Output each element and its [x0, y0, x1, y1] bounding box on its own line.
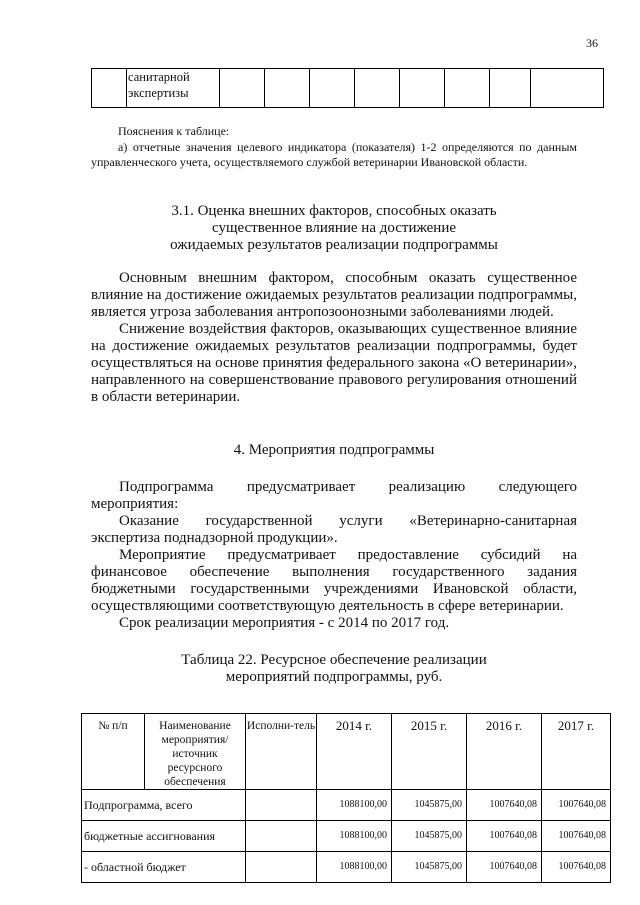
- row-label: бюджетные ассигнования: [82, 821, 246, 852]
- cell-2014: 1088100,00: [317, 790, 392, 821]
- section-3-1-body: [91, 270, 577, 406]
- header-name: Наименование мероприятия/источник ресурсного обеспечения: [145, 714, 246, 790]
- cell-2015: 1045875,00: [392, 790, 467, 821]
- paragraph: Снижение воздействия факторов, оказывающих существенное влияние на достижение ожидаемых результатов реализации подпрограммы, будет осуществляться на основе принятия федерального закона «О ветеринарии», направленного на совершенствование правового регулирования отношений в области ветеринарии.: [91, 321, 577, 405]
- table-cell: [355, 69, 400, 108]
- header-num: № п/п: [82, 714, 145, 790]
- row-executor: [246, 790, 317, 821]
- cell-2014: 1088100,00: [317, 852, 392, 883]
- heading-line: 3.1. Оценка внешних факторов, способных оказать: [171, 203, 497, 219]
- table-cell-text: санитарной экспертизы: [127, 69, 220, 108]
- header-2015: 2015 г.: [392, 714, 467, 790]
- table-22-caption: [91, 652, 577, 686]
- cell-2017: 1007640,08: [542, 852, 611, 883]
- section-4-body: [91, 479, 577, 632]
- table-cell: [400, 69, 445, 108]
- heading-line: существенное влияние на достижение: [211, 220, 457, 236]
- page-number: 36: [586, 36, 598, 50]
- cell-2017: 1007640,08: [542, 821, 611, 852]
- table-row: [82, 821, 611, 852]
- header-executor: Исполни-тель: [246, 714, 317, 790]
- header-2016: 2016 г.: [467, 714, 542, 790]
- cell-2016: 1007640,08: [467, 790, 542, 821]
- table-cell: [490, 69, 531, 108]
- table-cell: [310, 69, 355, 108]
- row-executor: [246, 852, 317, 883]
- cell-2014: 1088100,00: [317, 821, 392, 852]
- header-2014: 2014 г.: [317, 714, 392, 790]
- section-3-1-heading: [91, 203, 577, 254]
- row-label: Подпрограмма, всего: [82, 790, 246, 821]
- paragraph: Мероприятие предусматривает предоставление субсидий на финансовое обеспечение выполнения государственного задания бюджетными государственными учреждениями Ивановской области, осуществляющими соответствующую деятельность в сфере ветеринарии.: [91, 547, 577, 614]
- table-notes: [91, 124, 577, 171]
- table-cell: [445, 69, 490, 108]
- table-cell: [220, 69, 265, 108]
- table-cell: [531, 69, 604, 108]
- table-header-row: [82, 714, 611, 790]
- notes-title: Пояснения к таблице:: [118, 124, 230, 138]
- row-executor: [246, 821, 317, 852]
- paragraph: Оказание государственной услуги «Ветеринарно-санитарная экспертиза поднадзорной продукции».: [91, 513, 577, 546]
- caption-line: мероприятий подпрограммы, руб.: [225, 669, 443, 685]
- cell-2016: 1007640,08: [467, 852, 542, 883]
- continued-table: [91, 68, 604, 108]
- cell-2017: 1007640,08: [542, 790, 611, 821]
- paragraph: Срок реализации мероприятия - с 2014 по 2017 год.: [119, 615, 450, 631]
- row-label: - областной бюджет: [82, 852, 246, 883]
- table-cell: [92, 69, 127, 108]
- table-row: [82, 790, 611, 821]
- resource-table: [81, 713, 611, 883]
- section-4-heading: 4. Мероприятия подпрограммы: [233, 442, 435, 458]
- cell-2015: 1045875,00: [392, 821, 467, 852]
- header-2017: 2017 г.: [542, 714, 611, 790]
- cell-2016: 1007640,08: [467, 821, 542, 852]
- notes-item-a: а) отчетные значения целевого индикатора (показателя) 1-2 определяются по данным управленческого учета, осуществляемого службой ветеринарии Ивановской области.: [91, 139, 577, 169]
- heading-line: ожидаемых результатов реализации подпрограммы: [170, 237, 498, 253]
- paragraph: Основным внешним фактором, способным оказать существенное влияние на достижение ожидаемых результатов реализации подпрограммы, является угроза заболевания антропозоонозными заболеваниями людей.: [91, 270, 577, 320]
- paragraph: Подпрограмма предусматривает реализацию следующего мероприятия:: [91, 479, 577, 512]
- caption-line: Таблица 22. Ресурсное обеспечение реализации: [181, 652, 487, 668]
- table-cell: [265, 69, 310, 108]
- table-row: [82, 852, 611, 883]
- cell-2015: 1045875,00: [392, 852, 467, 883]
